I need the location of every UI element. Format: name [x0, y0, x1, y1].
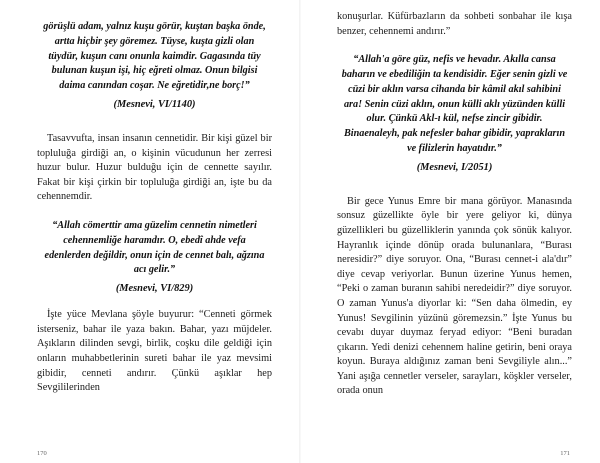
right-paragraph-1: konuşurlar. Küfürbazların da sohbeti sonbahar ile kışa benzer, cehennemi andırır.” [337, 11, 572, 37]
left-page-number: 170 [37, 450, 47, 457]
left-paragraph-1: Tasavvufta, insan insanın cennetidir. Bir kişi güzel bir topluluğa girdiği an, o kişinin vücudunun her zerresi huzur bulur. Huzur bulduğu için de cennette sayılır. Fakat bir kişi çirkin bir topluluğa girdiği an, işte bu da cehennemdir. [37, 132, 272, 203]
left-citation-2: (Mesnevi, VI/829) [115, 283, 194, 295]
left-quote-1: görüşlü adam, yalnız kuşu görür, kuştan başka önde, artta hiçbir şey göremez. Tüyse, kuşta gizli olan tüydür, kuşun canı onunla kaimdir. Gagasında tüy bulunan kuşun işi, hiç eğreti olmaz. Onun bilgisi daima canından coşar. Ne eğretidir,ne borç!” [43, 21, 266, 92]
left-paragraph-2: İşte yüce Mevlana şöyle buyurur: “Cenneti görmek isterseniz, bahar ile yaza bakın. Bahar, yazı müjdeler. Aşıkların dilinden sevgi, birlik, coşku dile geldiği için onların muhabbetlerinin sureti bahar ile yaz mevsimi gibidir, cenneti andırır. Çünkü aşıklar hep Sevgililerinden [37, 309, 272, 394]
right-page [300, 0, 600, 463]
left-citation-1: (Mesnevi, VI/1140) [113, 98, 196, 110]
right-quote-1: “Allah'a göre güz, nefis ve hevadır. Akılla cansa baharın ve ebediliğin ta kendisidir. Eğer senin gizli ve cüzi bir aklın varsa cihanda bir kâmil akıl sahibini ara! Senin cüzi aklın, onun külli aklı yüzünden külli olur. Çünkü Akl-ı kül, nefse zincir gibidir. Binaenaleyh, pak nefesler bahar gibidir, yaprakların ve filizlerin hayatıdır.” [341, 54, 568, 154]
right-paragraph-2: Bir gece Yunus Emre bir mana görüyor. Manasında sonsuz güzellikte öyle bir yere geliyor ki, dünya güzellikleri bu güzelliklerin yanında çok sönük kalıyor. Hayranlık içinde dönüp orada bulunanlara, “Burası neresidir?” diye soruyor. Ona, “Burası cennet-i ala'dır” diye cevap veriyorlar. Bunun üzerine Yunus hemen, “Peki o zaman buranın sahibi neredeidir?” diye soruyor. O zaman Yunus'a diyorlar ki: “Sen daha ölmedin, ey Yunus! Sevgilinin yüzünü göremezsin.” İşte Yunus bu cevabı duyar duymaz feryad ediyor: “Beni buradan çıkarın. Yedi denizi cehennem haline getirin, beni oraya koyun. Buraya aldığınız zaman beni Sevgiliyle alın...” Yani aşığa cennetler verseler, sarayları, köşkler verseler, orada onun [337, 195, 572, 397]
right-citation-1: (Mesnevi, I/2051) [416, 161, 493, 173]
right-page-number: 171 [560, 450, 570, 457]
left-quote-2: “Allah cömerttir ama güzelim cennetin nimetleri cehennemliğe haramdır. O, ebedî ahde vefa edenlerden değildir, onun için de cennet balı, ağzına acı gelir.” [44, 219, 265, 276]
